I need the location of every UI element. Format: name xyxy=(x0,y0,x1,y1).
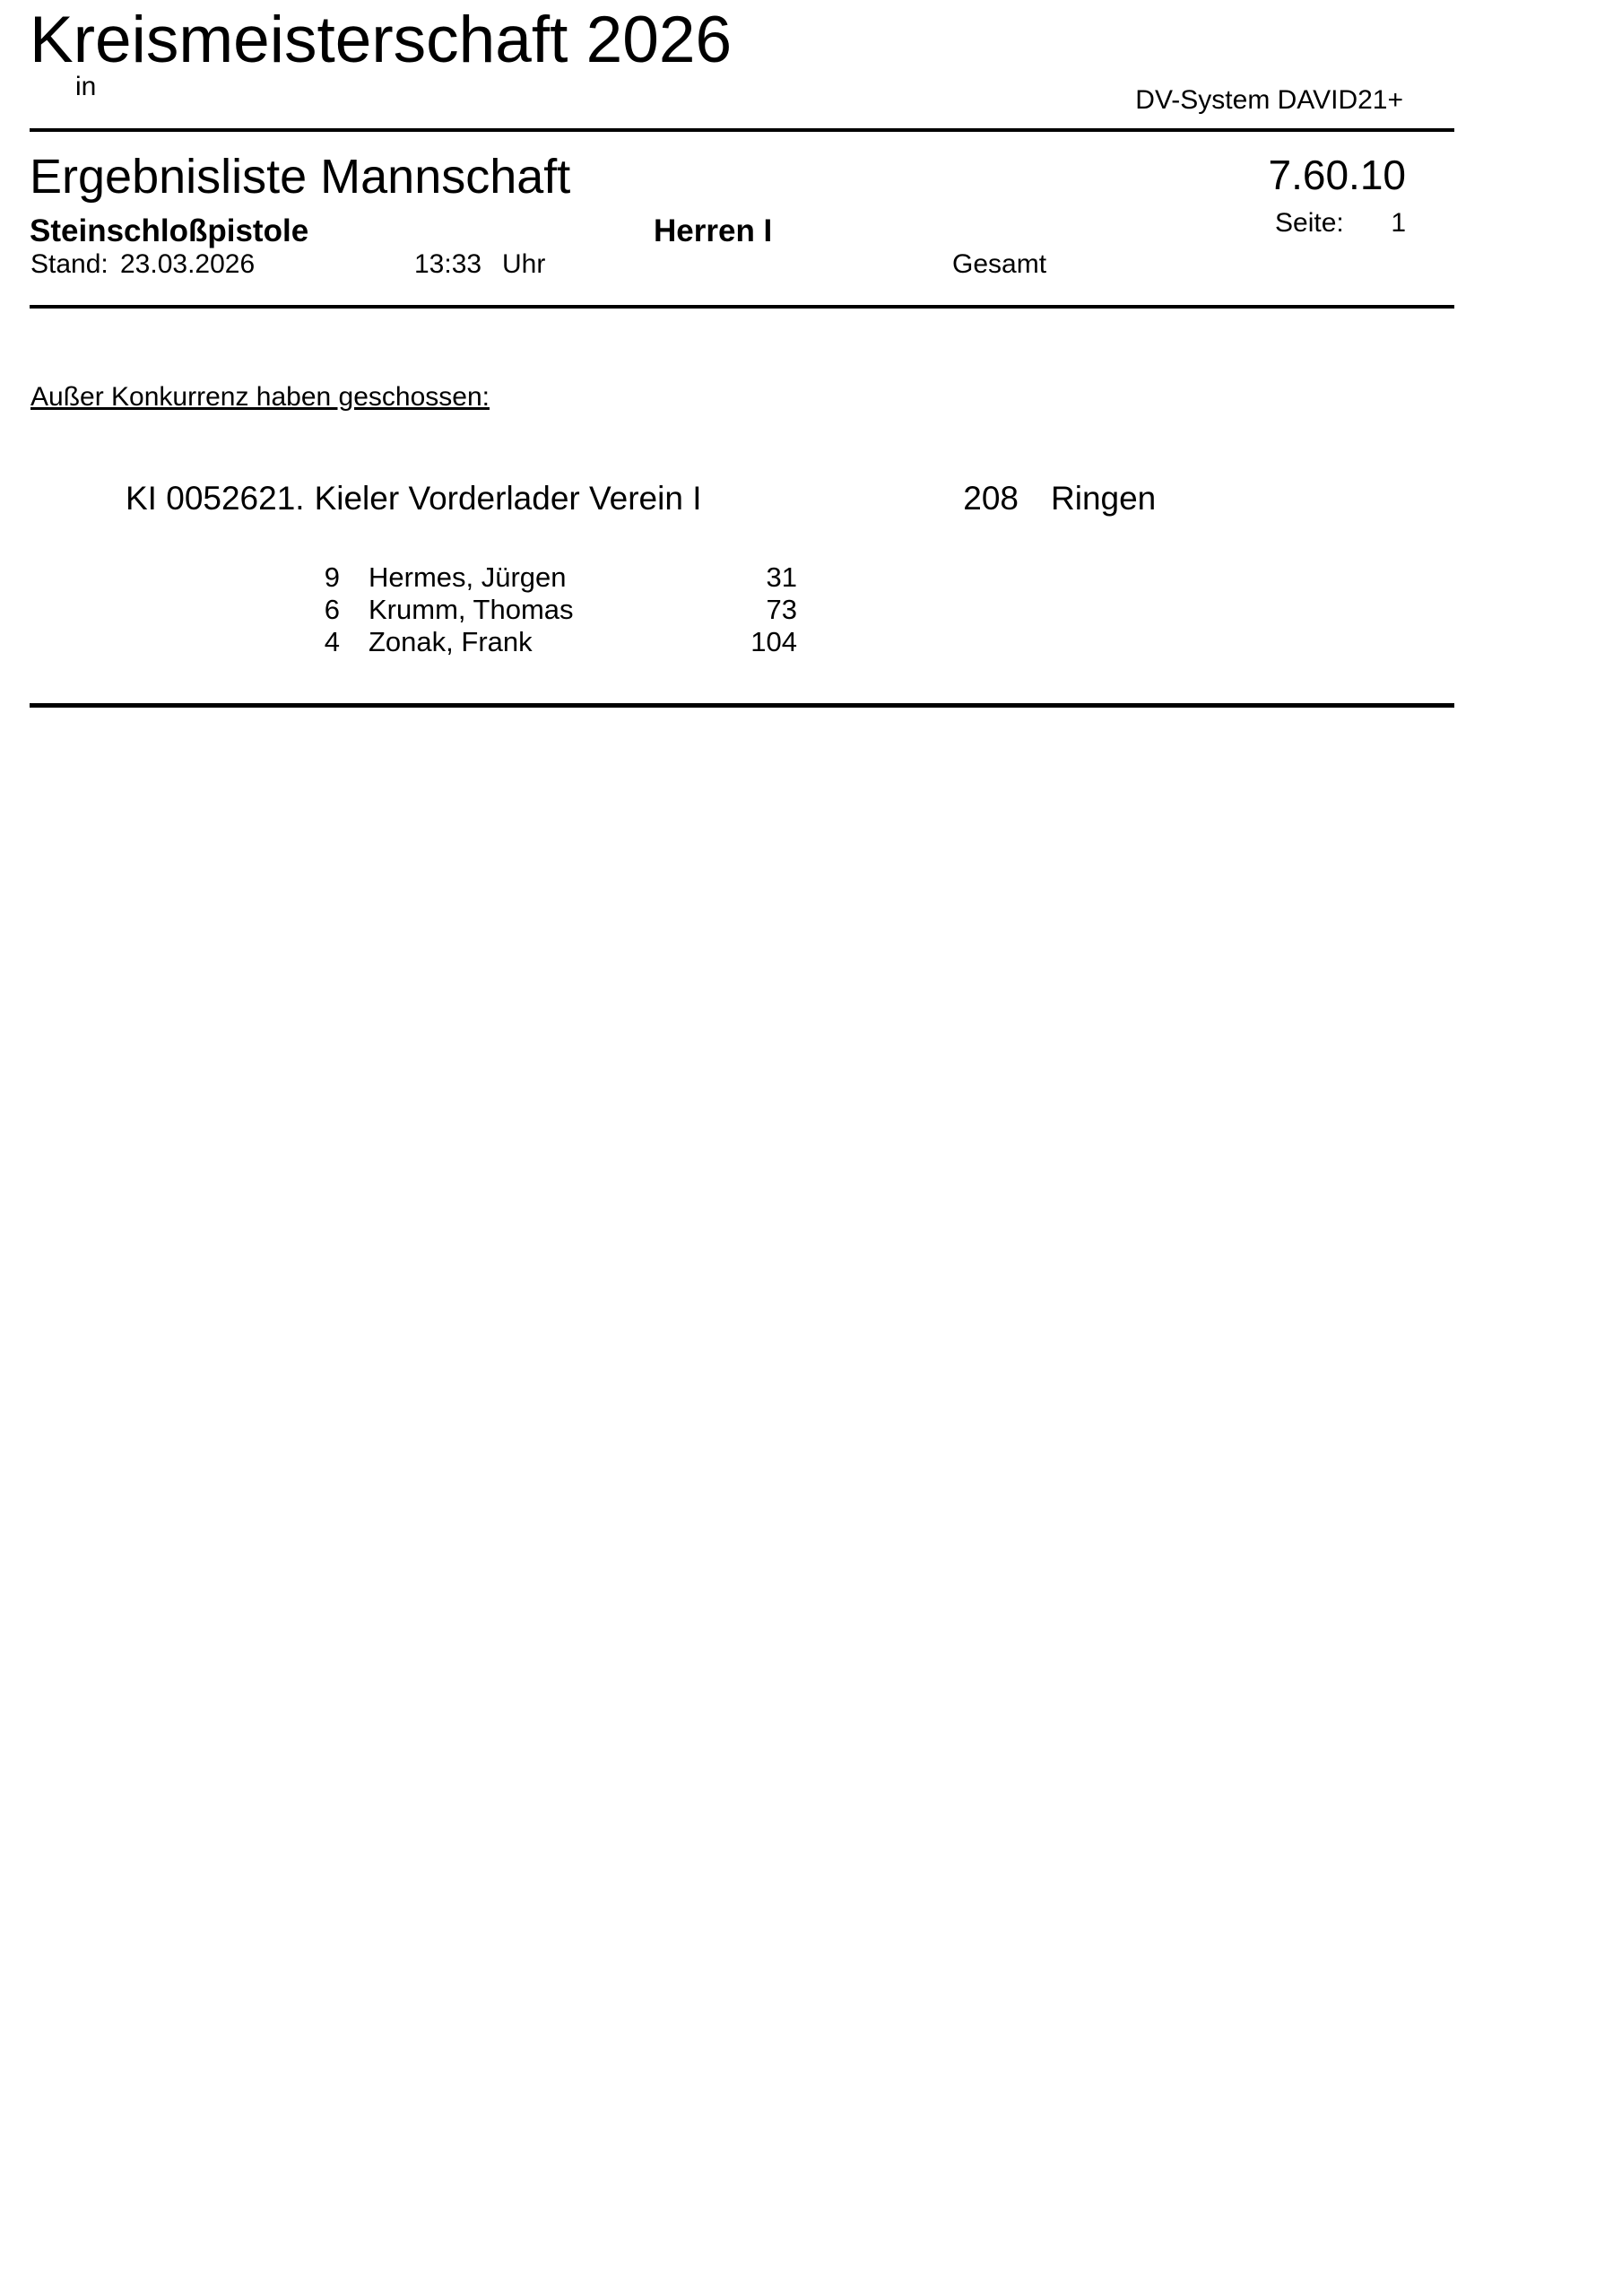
report-code: 7.60.10 xyxy=(1268,152,1406,198)
member-name: Hermes, Jürgen xyxy=(369,561,567,593)
score-unit-label: Ringen xyxy=(1051,480,1157,517)
report-header-divider xyxy=(30,305,1454,309)
event-location-prefix: in xyxy=(75,72,97,101)
page-label: Seite: xyxy=(1275,208,1344,238)
dv-system-label: DV-System DAVID21+ xyxy=(1135,85,1403,115)
member-name: Zonak, Frank xyxy=(369,626,533,657)
event-title: Kreismeisterschaft 2026 xyxy=(30,4,733,76)
stand-label: Stand: xyxy=(30,249,108,279)
stand-time: 13:33 xyxy=(414,249,482,279)
section-bottom-divider xyxy=(30,703,1454,708)
team-total-score: 208 xyxy=(963,480,1019,517)
member-count: 6 xyxy=(324,594,340,625)
stand-date: 23.03.2026 xyxy=(120,249,256,279)
page-indicator xyxy=(1275,210,1406,237)
member-result: 73 xyxy=(766,594,797,625)
page-number: 1 xyxy=(1391,208,1406,238)
member-name: Krumm, Thomas xyxy=(369,594,574,625)
competition-class-label: Herren I xyxy=(654,213,773,248)
discipline-label: Steinschloßpistole xyxy=(30,213,309,248)
member-count: 9 xyxy=(324,561,340,593)
total-column-label: Gesamt xyxy=(952,249,1047,279)
member-result: 31 xyxy=(766,561,797,593)
member-result: 104 xyxy=(750,626,797,657)
section-heading: Außer Konkurrenz haben geschossen: xyxy=(30,382,490,412)
member-count: 4 xyxy=(324,626,340,657)
team-name: Kieler Vorderlader Verein I xyxy=(314,480,702,517)
time-unit-label: Uhr xyxy=(502,249,546,279)
team-id: KI 0052621. xyxy=(126,480,305,517)
team-title xyxy=(126,482,701,515)
header-top-divider xyxy=(30,128,1454,132)
report-title: Ergebnisliste Mannschaft xyxy=(30,150,571,204)
